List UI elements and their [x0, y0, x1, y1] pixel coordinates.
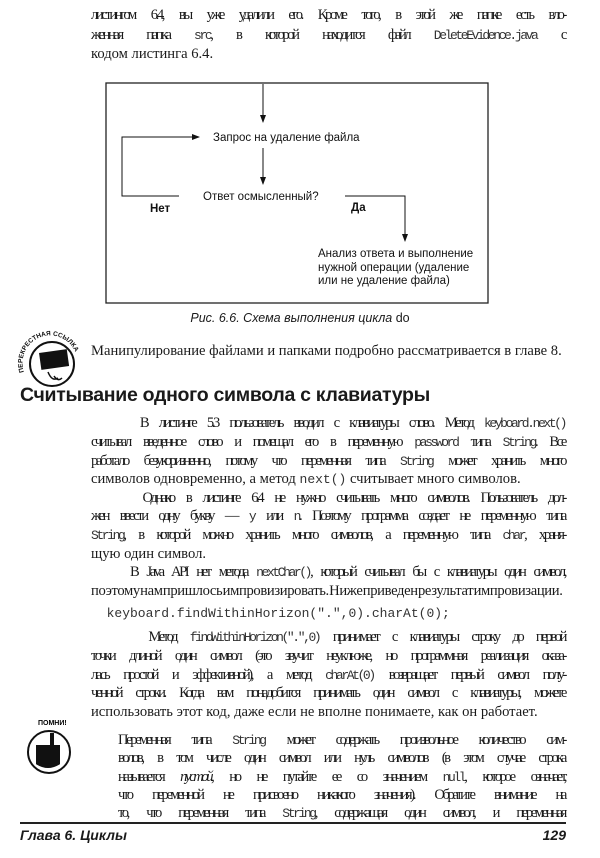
section-heading: Считывание одного символа с клавиатуры [20, 384, 431, 406]
text-run: , но не путайте ее со значением [211, 769, 443, 785]
text-run: поэтому нам пришлось импровизировать. Ниже приведен результат импровизации. [91, 583, 563, 599]
text-run: Метод [91, 629, 190, 645]
text-line [91, 433, 565, 452]
arrow-no-loop [122, 137, 199, 196]
flow-question: Ответ осмысленный? [203, 191, 319, 203]
cross-reference-label-text: ПЕРЕКРЕСТНАЯ ССЫЛКА [17, 330, 80, 374]
text-run: щую один символ. [91, 546, 207, 562]
inline-code: null [442, 770, 465, 785]
text-line [91, 703, 565, 722]
inline-code: String [502, 435, 535, 450]
remember-icon-label: ПОМНИ! [38, 720, 67, 727]
footer-chapter: Глава 6. Циклы [20, 827, 127, 843]
text-line [91, 507, 565, 526]
flow-action-line: Анализ ответа и выполнение [318, 248, 474, 260]
cross-reference-icon [14, 326, 82, 392]
text-line [91, 526, 565, 545]
inline-code: String [282, 806, 315, 821]
text-line [91, 666, 565, 685]
text-line [118, 768, 565, 787]
text-run: возвращает первый символ полу- [373, 667, 565, 683]
text-run: использовать этот код, даже если не вполне понимаете, как он работает. [91, 704, 538, 720]
text-line [118, 731, 565, 750]
flow-no-label: Нет [150, 203, 171, 215]
inline-code: y [248, 509, 255, 524]
inline-code: char [502, 528, 525, 543]
text-line [91, 545, 565, 564]
flow-action-line: или не удаление файла) [318, 275, 450, 287]
text-run: . Поэтому программа создает не переменную типа [299, 508, 565, 524]
figure-caption [0, 311, 600, 325]
inline-code: findWithinHorizon(".",0) [189, 630, 320, 645]
text-run: ченной строки. Когда вам понадобится принимать один символ с клавиатуры, можете [91, 685, 565, 701]
caption-text: Рис. 6.6. Схема выполнения цикла [190, 311, 396, 325]
text-run: может хранить много [432, 453, 565, 469]
text-run: называется [118, 769, 181, 785]
text-line [91, 582, 565, 601]
text-run: Однако в листинге 6.4 не нужно считывать много символов. Пользователь дол- [91, 490, 565, 506]
text-run: то, что переменная типа [118, 805, 283, 821]
caption-code: do [395, 311, 410, 325]
text-run: листингом 6.4, вы уже удалили его. Кроме того, в этой же папке есть вло- [91, 7, 565, 23]
page-number: 129 [542, 827, 566, 843]
inline-code: charAt(0) [325, 668, 374, 683]
text-run: может содержать произвольное количество сим- [264, 732, 565, 748]
text-run: точки длиной один символ (это звучит неуклюже, но программная реализация оказа- [91, 648, 565, 664]
inline-code: String [91, 528, 124, 543]
text-run: , которое означает, [464, 769, 565, 785]
inline-code: DeleteEvidence.java [433, 28, 537, 43]
text-line [118, 804, 565, 823]
text-run: , храня- [524, 527, 565, 543]
text-line [91, 647, 565, 666]
text-run: Переменная типа [118, 732, 233, 748]
flowchart-figure [0, 0, 600, 310]
text-run: , который считывал бы с клавиатуры один символ, [310, 564, 565, 580]
flow-yes-label: Да [351, 202, 366, 214]
text-run: . Все [534, 434, 565, 450]
inline-code: String [400, 454, 433, 469]
text-line [91, 414, 565, 433]
text-run: В листинге 5.3 пользователь вводил с клавиатуры слово. Метод [91, 415, 484, 431]
text-run: или [254, 508, 294, 524]
footer-rule [20, 822, 566, 824]
cross-reference-text-run: Манипулирование файлами и папками подробно рассматривается в главе 8. [91, 343, 562, 359]
text-line [91, 628, 565, 647]
text-run: считывал введенное слово и помещал его в переменную [91, 434, 415, 450]
inline-code: n [293, 509, 299, 524]
text-run: кодом листинга 6.4. [91, 46, 214, 62]
text-run: В Java API нет метода [91, 564, 257, 580]
text-line [91, 684, 565, 703]
text-run: символов одновременно, а метод [91, 471, 300, 487]
inline-code: src [194, 28, 211, 43]
text-line [118, 749, 565, 768]
text-line [118, 786, 565, 805]
remember-icon [18, 715, 78, 779]
text-run: женная папка [91, 27, 195, 43]
text-run: лась простой и эффективной), а метод [91, 667, 326, 683]
text-run: типа [457, 434, 503, 450]
flow-request: Запрос на удаление файла [213, 132, 360, 144]
inline-code: String [232, 733, 265, 748]
inline-code: password [414, 435, 458, 450]
text-run: считывает много символов. [346, 471, 521, 487]
text-line [91, 563, 565, 582]
text-run: , в которой находится файл [210, 27, 434, 43]
inline-code: keyboard.next() [483, 416, 565, 431]
text-line [91, 470, 565, 489]
text-run: , в которой можно хранить много символов, а переменную типа [123, 527, 503, 543]
text-line [91, 452, 565, 471]
text-run: пустой [180, 769, 212, 785]
cross-reference-text [91, 342, 565, 361]
text-line [91, 604, 565, 623]
inline-code: next() [299, 472, 347, 487]
text-run: принимает с клавиатуры строку до первой [319, 629, 565, 645]
text-run: с [536, 27, 566, 43]
text-run: жен ввести одну букву — [91, 508, 249, 524]
text-run: , содержащая один символ, и переменная [314, 805, 565, 821]
inline-code: nextChar() [256, 565, 311, 580]
text-run: работало безукоризненно, потому что переменная типа [91, 453, 401, 469]
text-line [91, 489, 565, 508]
text-run: что переменной не присвоено никакого значения). Обратите внимание на [118, 787, 565, 803]
flow-action-line: нужной операции (удаление [318, 262, 470, 274]
inline-code: keyboard.findWithinHorizon(".",0).charAt(0); [91, 606, 450, 621]
text-run: волов, в том числе один символ или нуль символов (в этом случае строка [118, 750, 565, 766]
